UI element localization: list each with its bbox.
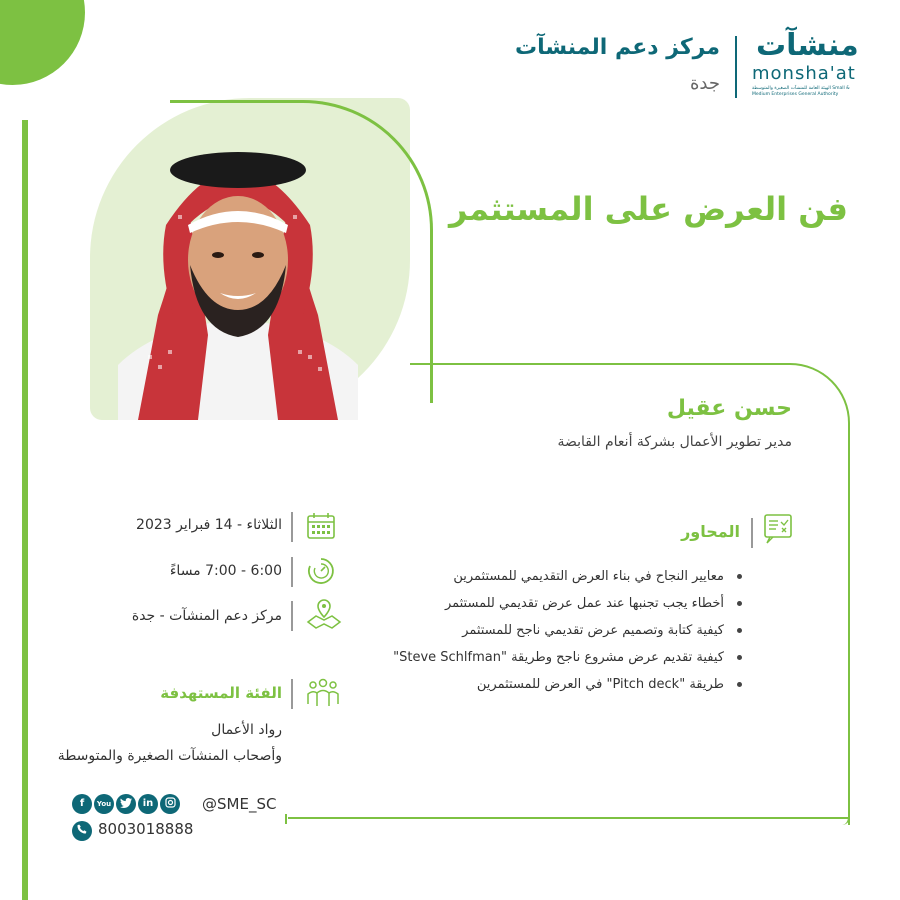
clock-icon	[305, 555, 337, 591]
bullet-icon	[737, 628, 742, 633]
corner-decoration	[0, 0, 85, 85]
target-audience-line-2: وأصحاب المنشآت الصغيرة والمتوسطة	[57, 748, 282, 764]
phone-icon	[72, 820, 94, 841]
event-location: مركز دعم المنشآت - جدة	[131, 608, 282, 624]
list-item: كيفية كتابة وتصميم عرض تقديمي ناجح للمستثمر	[393, 617, 742, 644]
list-item: أخطاء يجب تجنبها عند عمل عرض تقديمي للمستثمر	[393, 590, 742, 617]
center-name: مركز دعم المنشآت	[515, 35, 720, 60]
topics-heading: المحاور	[681, 522, 740, 541]
list-item: طريقة "Pitch deck" في العرض للمستثمرين	[393, 671, 742, 698]
bullet-icon	[737, 574, 742, 579]
audience-icon	[305, 676, 341, 714]
event-title: فن العرض على المستثمر	[449, 190, 848, 228]
twitter-icon[interactable]	[116, 794, 136, 814]
event-time: 6:00 - 7:00 مساءً	[169, 563, 282, 579]
calendar-icon	[305, 511, 337, 545]
presentation-icon	[762, 512, 796, 550]
social-handle[interactable]: @SME_SC	[202, 795, 277, 813]
topics-list	[393, 563, 742, 698]
linkedin-icon[interactable]: in	[138, 794, 158, 814]
speaker-role: مدير تطوير الأعمال بشركة أنعام القابضة	[557, 434, 792, 450]
topics-divider	[751, 518, 753, 548]
target-audience-line-1: رواد الأعمال	[211, 722, 282, 738]
youtube-icon[interactable]: You	[94, 794, 114, 814]
header-divider	[735, 36, 737, 98]
left-accent-bar	[22, 120, 28, 900]
target-audience-heading: الفئة المستهدفة	[160, 684, 282, 702]
bullet-icon	[737, 601, 742, 606]
phone-number[interactable]: 8003018888	[98, 820, 194, 838]
instagram-icon[interactable]	[160, 794, 180, 814]
logo-arabic: منشآت	[756, 28, 859, 63]
logo-subtitle: الهيئة العامة للمنشآت الصغيرة والمتوسطة Small & Medium Enterprises General Authority	[752, 86, 850, 97]
speaker-name: حسن عقيل	[666, 396, 792, 421]
map-pin-icon	[305, 598, 343, 636]
target-divider	[291, 679, 293, 709]
center-city: جدة	[689, 73, 720, 94]
date-divider	[291, 512, 293, 542]
bullet-icon	[737, 655, 742, 660]
facebook-icon[interactable]: f	[72, 794, 92, 814]
social-icons	[72, 793, 182, 814]
time-divider	[291, 557, 293, 587]
content-frame-stub	[285, 814, 287, 824]
bullet-icon	[737, 682, 742, 687]
content-frame-bottom-line	[288, 817, 850, 825]
list-item: معايير النجاح في بناء العرض التقديمي للمستثمرين	[393, 563, 742, 590]
location-divider	[291, 601, 293, 631]
list-item: كيفية تقديم عرض مشروع ناجح وطريقة "Steve Schlfman"	[393, 644, 742, 671]
event-date: الثلاثاء - 14 فبراير 2023	[136, 517, 282, 533]
speaker-photo	[118, 115, 358, 420]
logo-english: monsha'at	[752, 63, 856, 84]
